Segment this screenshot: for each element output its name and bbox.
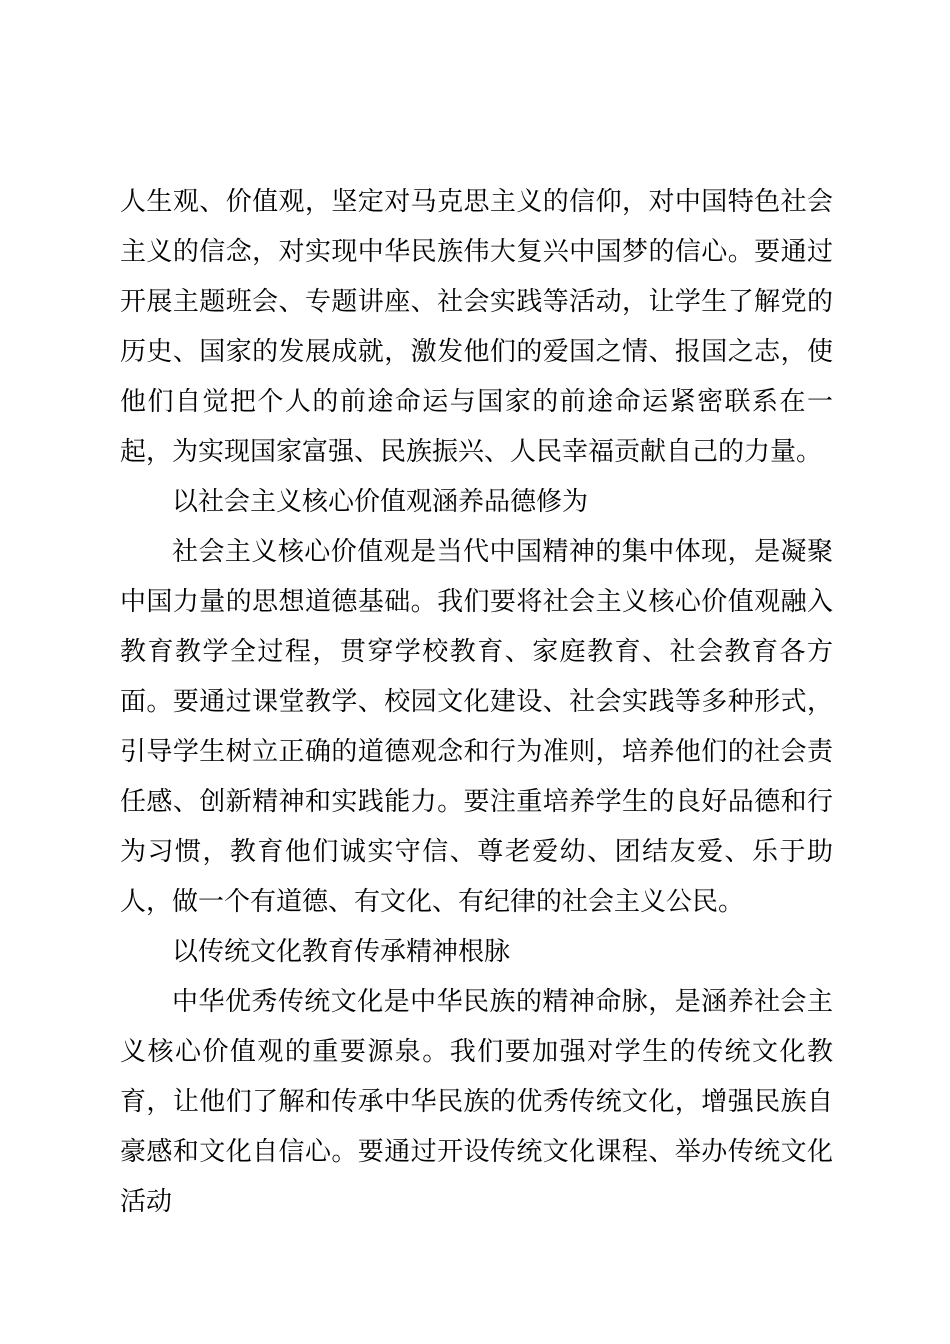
section-heading-core-values: 以社会主义核心价值观涵养品德修为 bbox=[172, 486, 589, 516]
paragraph-ideals-education-continuation: 人生观、价值观，坚定对马克思主义的信仰，对中国特色社会主义的信念，对实现中华民族伟大复兴中国梦的信心。要通过开展主题班会、专题讲座、社会实践等活动，让学生了解党的历史、国家的发展成就，激发他们的爱国之情、报国之志，使他们自觉把个人的前途命运与国家的前途命运紧密联系在一起，为实现国家富强、民族振兴、人民幸福贡献自己的力量。 bbox=[120, 186, 833, 466]
document-body bbox=[120, 176, 833, 1226]
paragraph-core-values: 社会主义核心价值观是当代中国精神的集中体现，是凝聚中国力量的思想道德基础。我们要将社会主义核心价值观融入教育教学全过程，贯穿学校教育、家庭教育、社会教育各方面。要通过课堂教学、校园文化建设、社会实践等多种形式，引导学生树立正确的道德观念和行为准则，培养他们的社会责任感、创新精神和实践能力。要注重培养学生的良好品德和行为习惯，教育他们诚实守信、尊老爱幼、团结友爱、乐于助人，做一个有道德、有文化、有纪律的社会主义公民。 bbox=[120, 536, 833, 916]
paragraph-traditional-culture: 中华优秀传统文化是中华民族的精神命脉，是涵养社会主义核心价值观的重要源泉。我们要加强对学生的传统文化教育，让他们了解和传承中华民族的优秀传统文化，增强民族自豪感和文化自信心。要通过开设传统文化课程、举办传统文化活动 bbox=[120, 986, 833, 1216]
section-heading-traditional-culture: 以传统文化教育传承精神根脉 bbox=[172, 936, 511, 966]
